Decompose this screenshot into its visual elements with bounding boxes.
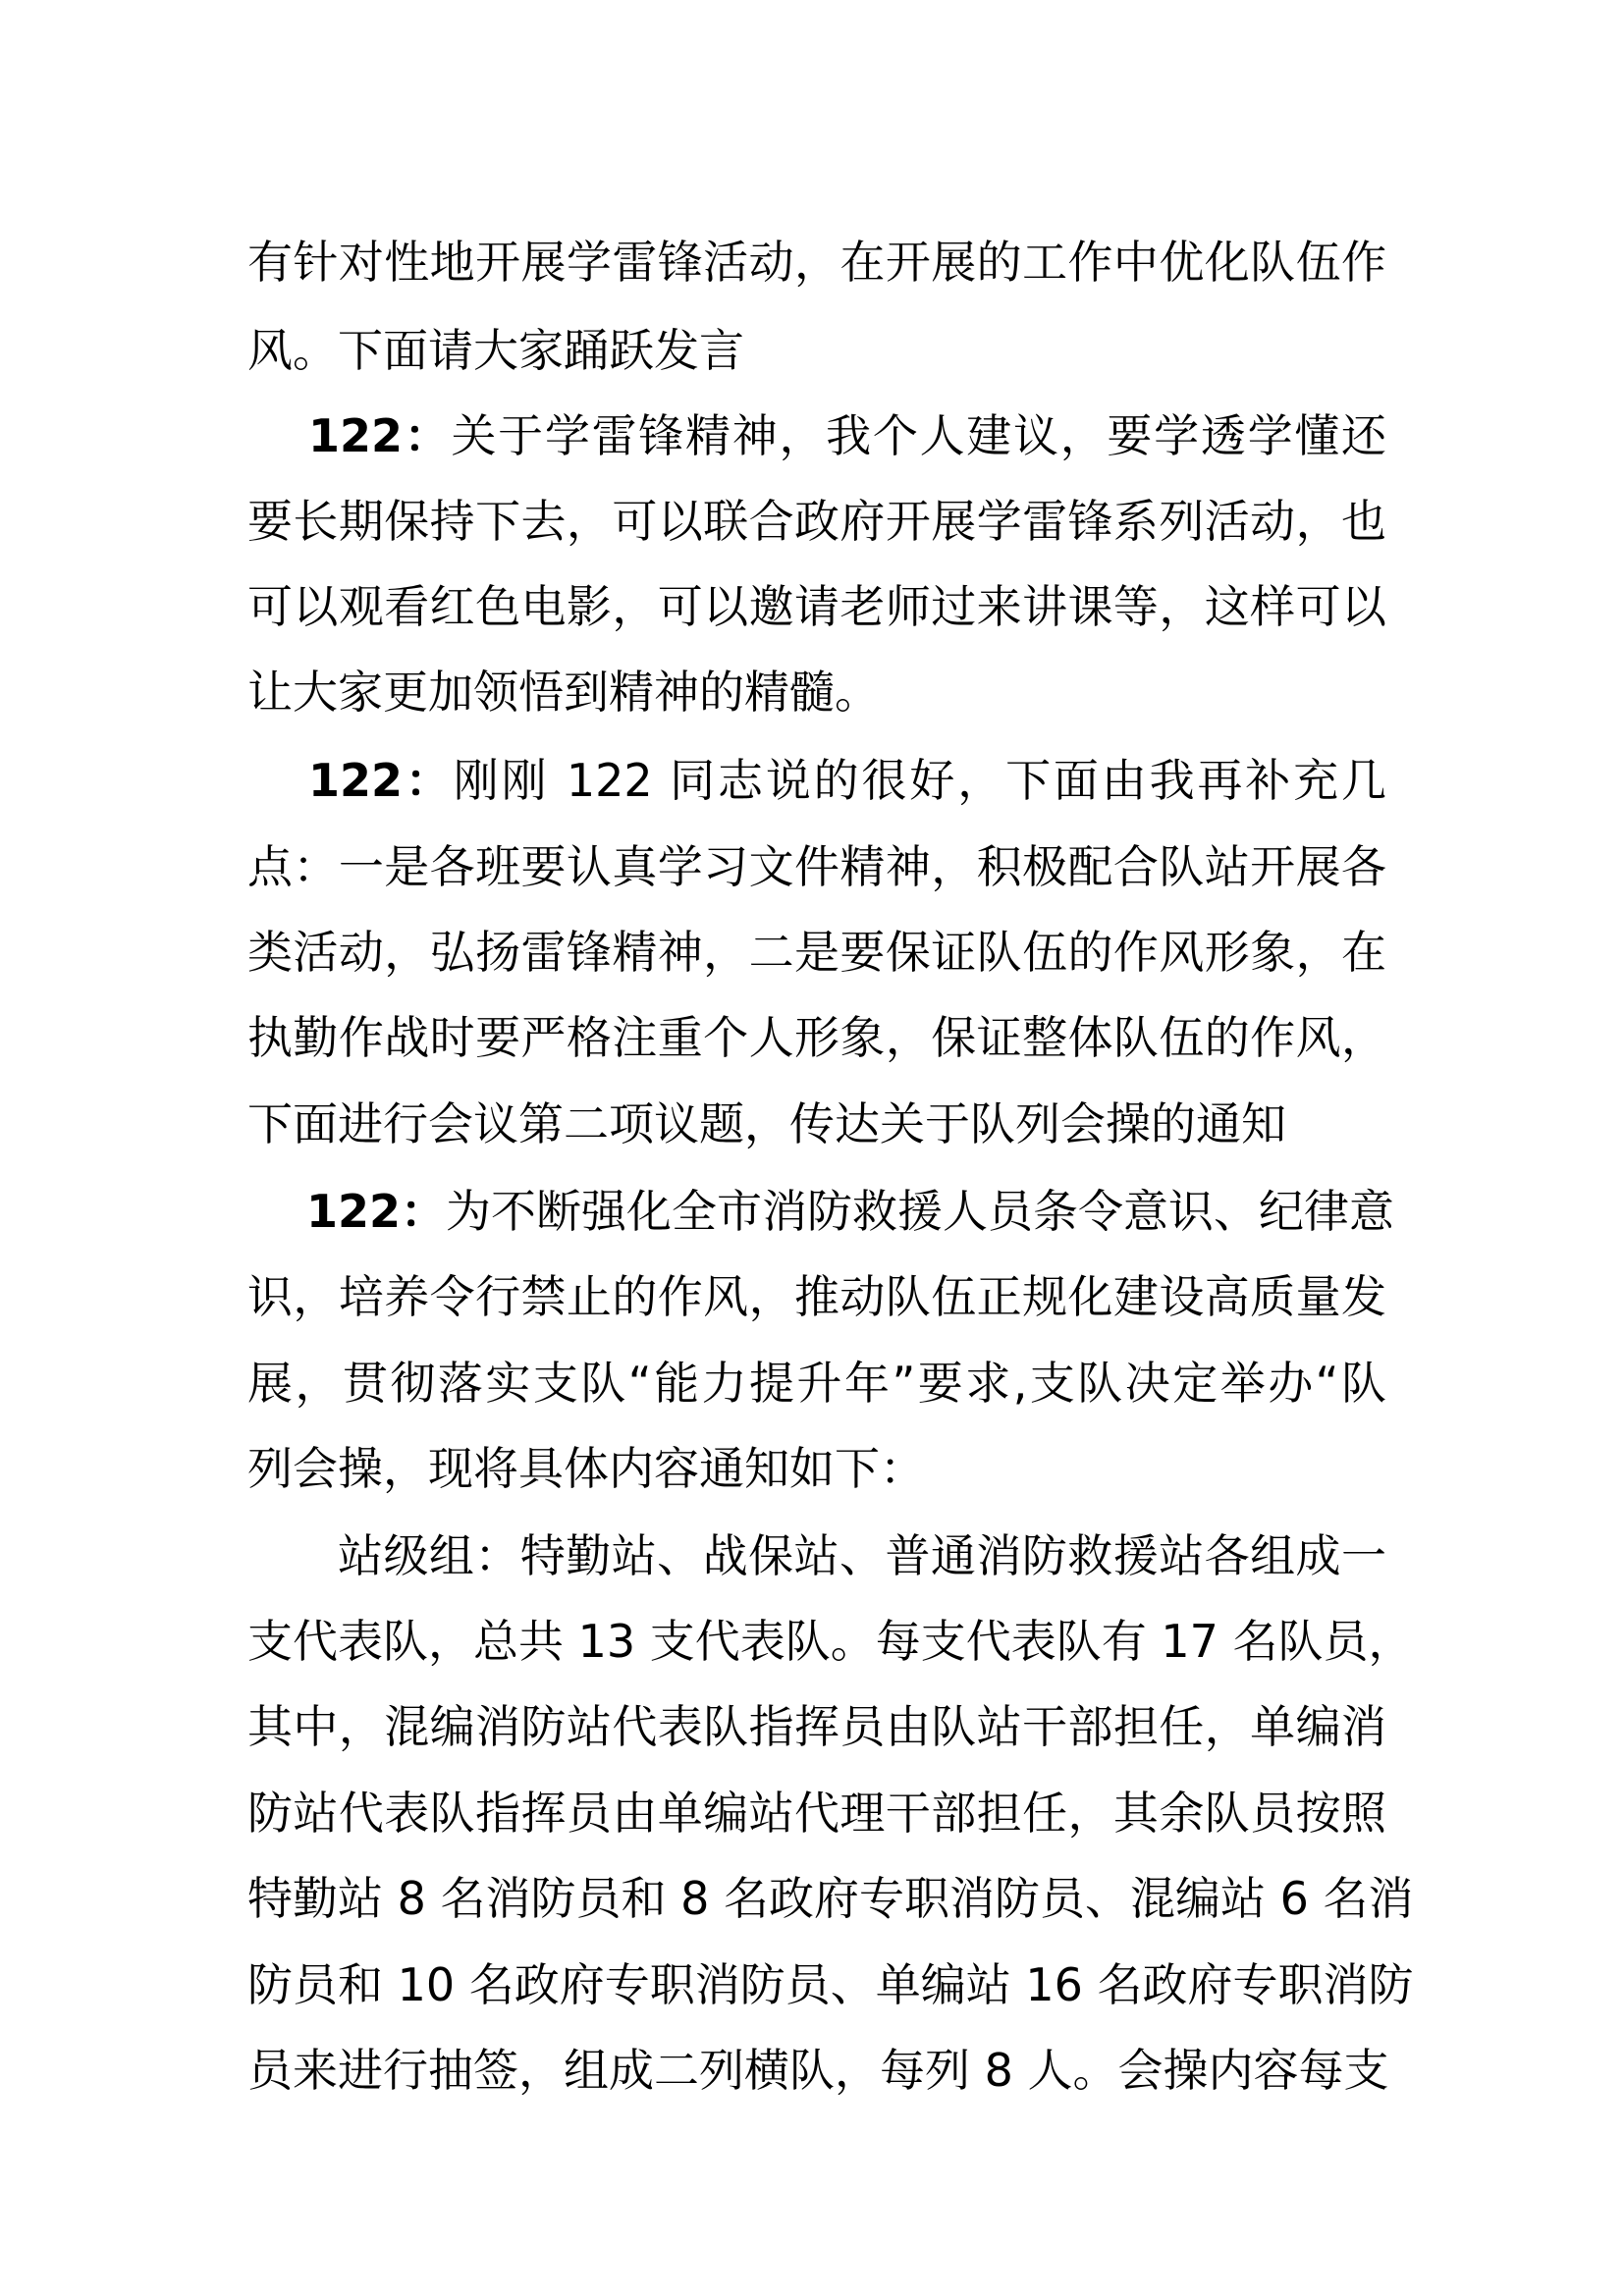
- text-line: 识，培养令行禁止的作风，推动队伍正规化建设高质量发: [247, 1270, 1386, 1323]
- speaker-label: 122：: [308, 409, 452, 462]
- text-line: 122：关于学雷锋精神，我个人建议，要学透学懂还: [308, 409, 1386, 462]
- text-line: 风。下面请大家踊跃发言: [247, 324, 744, 377]
- text-line: 站级组：特勤站、战保站、普通消防救援站各组成一: [338, 1529, 1386, 1582]
- text-line: 122：为不断强化全市消防救援人员条令意识、纪律意: [306, 1185, 1395, 1238]
- text-line: 防站代表队指挥员由单编站代理干部担任，其余队员按照: [247, 1787, 1386, 1840]
- text-line: 员来进行抽签，组成二列横队，每列 8 人。会操内容每支: [247, 2044, 1389, 2097]
- speaker-label: 122：: [308, 754, 454, 807]
- text-line: 让大家更加领悟到精神的精髓。: [247, 666, 880, 719]
- speaker-label: 122：: [306, 1185, 447, 1238]
- text-line: 特勤站 8 名消防员和 8 名政府专职消防员、混编站 6 名消: [247, 1872, 1414, 1925]
- text-line: 有针对性地开展学雷锋活动，在开展的工作中优化队伍作: [247, 236, 1386, 289]
- text-line: 122：刚刚 122 同志说的很好，下面由我再补充几: [308, 754, 1386, 807]
- text-line: 类活动，弘扬雷锋精神，二是要保证队伍的作风形象，在: [247, 926, 1386, 979]
- text-line: 下面进行会议第二项议题，传达关于队列会操的通知: [247, 1097, 1286, 1150]
- text-line: 执勤作战时要严格注重个人形象，保证整体队伍的作风，: [247, 1011, 1386, 1064]
- text-line: 支代表队，总共 13 支代表队。每支代表队有 17 名队员，: [247, 1615, 1414, 1668]
- text-line: 可以观看红色电影，可以邀请老师过来讲课等，这样可以: [247, 580, 1386, 633]
- text-line: 列会操，现将具体内容通知如下：: [247, 1442, 925, 1495]
- text-line: 展，贯彻落实支队“能力提升年”要求,支队决定举办“队: [247, 1357, 1386, 1410]
- text-line: 其中，混编消防站代表队指挥员由队站干部担任，单编消: [247, 1700, 1386, 1753]
- text-line: 防员和 10 名政府专职消防员、单编站 16 名政府专职消防: [247, 1958, 1414, 2011]
- text-line: 点：一是各班要认真学习文件精神，积极配合队站开展各: [247, 840, 1386, 893]
- text-line: 要长期保持下去，可以联合政府开展学雷锋系列活动，也: [247, 495, 1386, 548]
